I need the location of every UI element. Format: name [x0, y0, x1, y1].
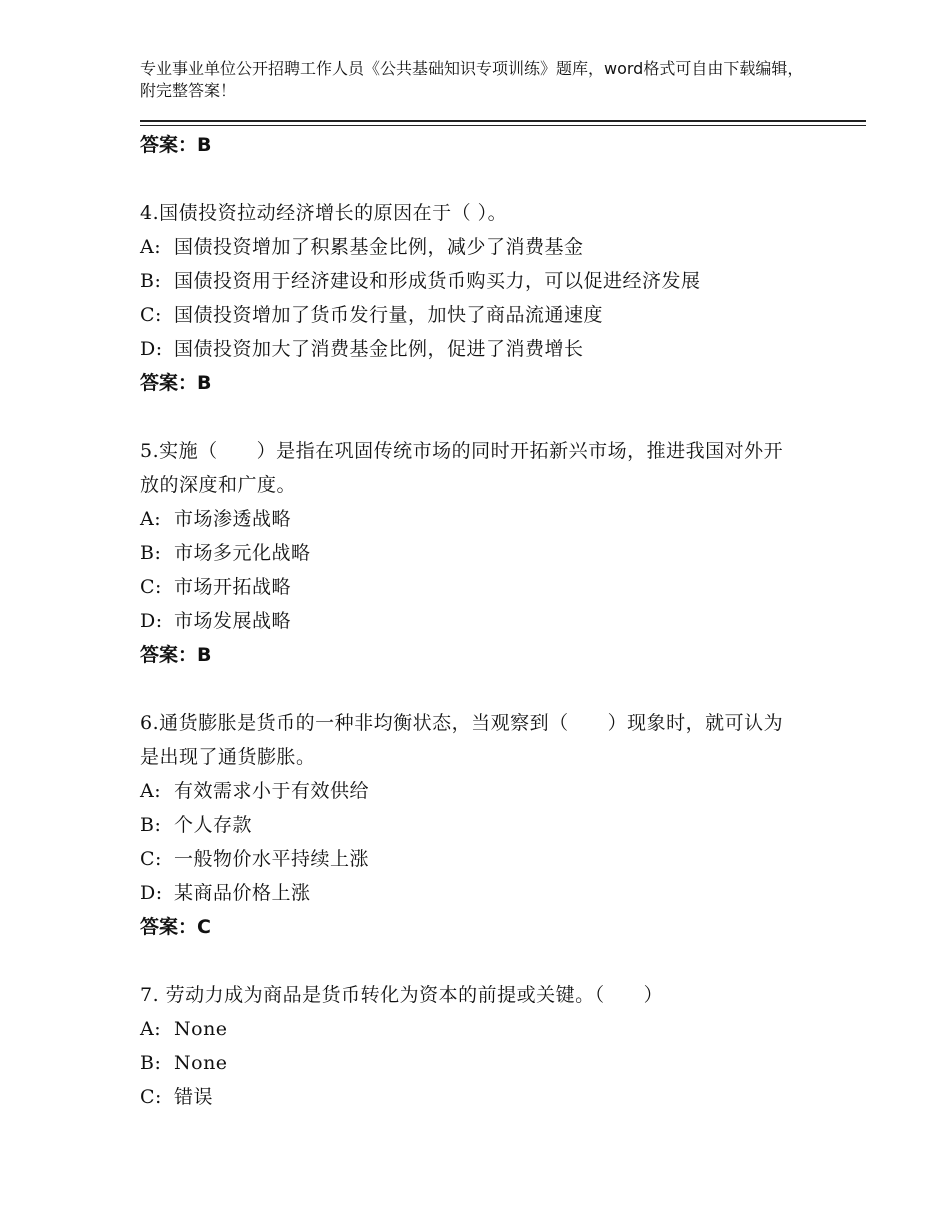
- option-text: 国债投资加大了消费基金比例，促进了消费增长: [174, 338, 584, 360]
- option-text: 市场渗透战略: [174, 508, 292, 530]
- option-a: [140, 1012, 800, 1046]
- spacer: [140, 944, 800, 978]
- question-stem: 7. 劳动力成为商品是货币转化为资本的前提或关键。（ ）: [140, 984, 664, 1006]
- question-block-6: [140, 706, 800, 944]
- question-answer: 答案：B: [140, 372, 212, 394]
- option-letter: A:: [140, 236, 162, 258]
- option-b: [140, 808, 800, 842]
- option-text: 一般物价水平持续上涨: [174, 848, 370, 870]
- header-rule-thin: [140, 125, 866, 126]
- option-d: [140, 876, 800, 910]
- option-letter: D:: [140, 882, 163, 904]
- option-text: None: [174, 1052, 228, 1074]
- option-b: [140, 1046, 800, 1080]
- question-block-7: [140, 978, 800, 1114]
- header-text: 专业事业单位公开招聘工作人员《公共基础知识专项训练》题库，word格式可自由下载编辑，附完整答案！: [140, 59, 804, 100]
- question-stem: 4.国债投资拉动经济增长的原因在于（ ）。: [140, 202, 508, 224]
- option-letter: C:: [140, 848, 162, 870]
- question-answer: 答案：C: [140, 916, 211, 938]
- option-letter: C:: [140, 304, 162, 326]
- option-text: 国债投资增加了积累基金比例，减少了消费基金: [174, 236, 584, 258]
- option-text: 有效需求小于有效供给: [174, 780, 370, 802]
- option-a: [140, 230, 800, 264]
- spacer: [140, 162, 800, 196]
- option-c: [140, 1080, 800, 1114]
- option-letter: C:: [140, 1086, 162, 1108]
- previous-answer: 答案：B: [140, 134, 212, 156]
- document-body: [140, 128, 800, 1114]
- spacer: [140, 672, 800, 706]
- option-letter: C:: [140, 576, 162, 598]
- option-letter: B:: [140, 270, 162, 292]
- question-block-5: [140, 434, 800, 672]
- option-text: None: [174, 1018, 228, 1040]
- option-text: 市场开拓战略: [174, 576, 292, 598]
- option-letter: B:: [140, 814, 162, 836]
- option-text: 市场发展战略: [174, 610, 292, 632]
- question-answer: 答案：B: [140, 644, 212, 666]
- option-text: 国债投资用于经济建设和形成货币购买力，可以促进经济发展: [174, 270, 701, 292]
- option-letter: A:: [140, 1018, 162, 1040]
- page-header: [140, 58, 805, 102]
- option-c: [140, 842, 800, 876]
- spacer: [140, 400, 800, 434]
- option-a: [140, 774, 800, 808]
- question-stem: 6.通货膨胀是货币的一种非均衡状态，当观察到（ ）现象时，就可认为是出现了通货膨胀。: [140, 712, 784, 768]
- option-d: [140, 332, 800, 366]
- option-text: 个人存款: [174, 814, 253, 836]
- option-b: [140, 264, 800, 298]
- option-a: [140, 502, 800, 536]
- option-c: [140, 570, 800, 604]
- option-letter: B:: [140, 542, 162, 564]
- option-text: 国债投资增加了货币发行量，加快了商品流通速度: [174, 304, 604, 326]
- option-d: [140, 604, 800, 638]
- option-letter: A:: [140, 780, 162, 802]
- question-block-4: [140, 196, 800, 400]
- option-letter: A:: [140, 508, 162, 530]
- option-letter: B:: [140, 1052, 162, 1074]
- header-rule-thick: [140, 120, 866, 122]
- option-letter: D:: [140, 610, 163, 632]
- question-stem: 5.实施（ ）是指在巩固传统市场的同时开拓新兴市场，推进我国对外开放的深度和广度。: [140, 440, 784, 496]
- option-b: [140, 536, 800, 570]
- option-text: 错误: [174, 1086, 214, 1108]
- option-text: 市场多元化战略: [174, 542, 311, 564]
- option-c: [140, 298, 800, 332]
- option-text: 某商品价格上涨: [174, 882, 311, 904]
- option-letter: D:: [140, 338, 163, 360]
